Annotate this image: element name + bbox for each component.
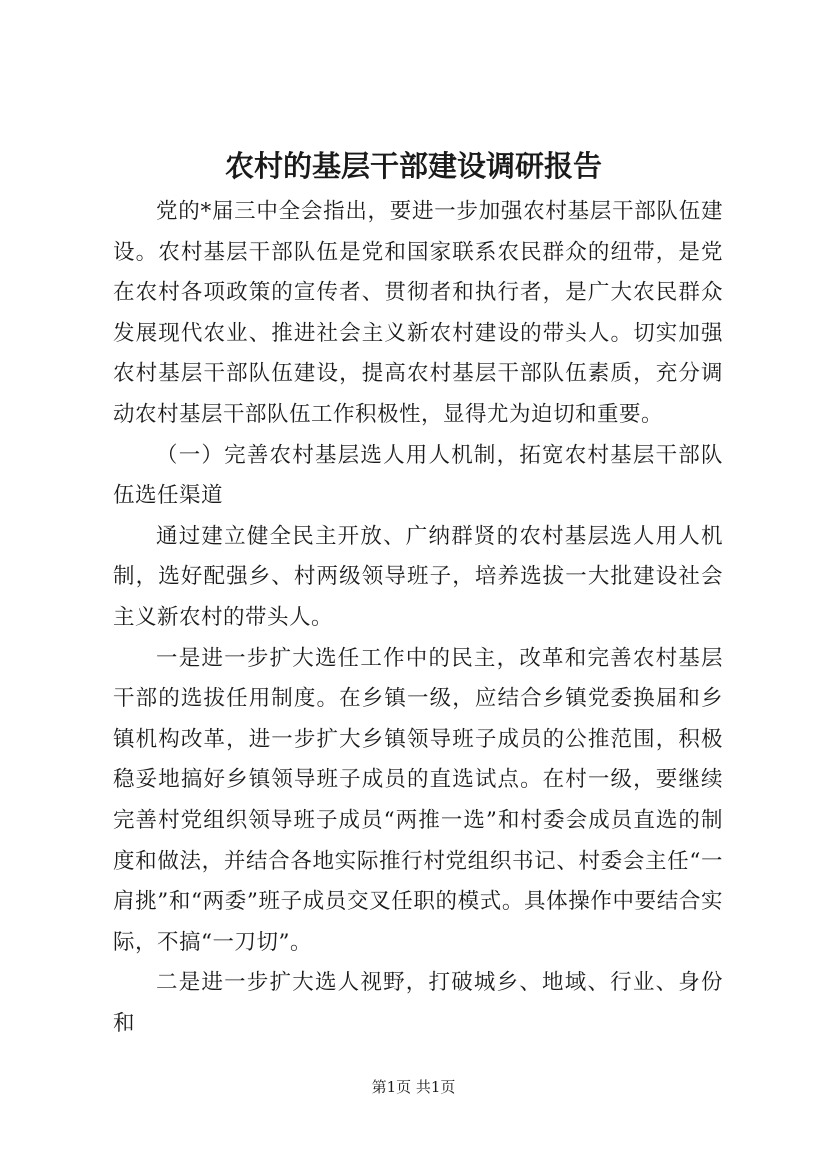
paragraph-point-1: 一是进一步扩大选任工作中的民主，改革和完善农村基层干部的选拔任用制度。在乡镇一级，应结合乡镇党委换届和乡镇机构改革，进一步扩大乡镇领导班子成员的公推范围，积极稳妥地搞好乡镇领导班子成员的直选试点。在村一级，要继续完善村党组织领导班子成员“两推一选”和村委会成员直选的制度和做法，并结合各地实际推行村党组织书记、村委会主任“一肩挑”和“两委”班子成员交叉任职的模式。具体操作中要结合实际，不搞“一刀切”。 <box>113 645 723 955</box>
paragraph-point-2: 二是进一步扩大选人视野，打破城乡、地域、行业、身份和 <box>113 970 723 1036</box>
document-title: 农村的基层干部建设调研报告 <box>224 149 602 183</box>
paragraph-section-1: 通过建立健全民主开放、广纳群贤的农村基层选人用人机制，选好配强乡、村两级领导班子，培养选拔一大批建设社会主义新农村的带头人。 <box>113 523 723 630</box>
section-heading-1: （一）完善农村基层选人用人机制，拓宽农村基层干部队伍选任渠道 <box>113 442 723 509</box>
paragraph-intro: 党的*届三中全会指出，要进一步加强农村基层干部队伍建设。农村基层干部队伍是党和国家联系农民群众的纽带，是党在农村各项政策的宣传者、贯彻者和执行者，是广大农民群众发展现代农业、推进社会主义新农村建设的带头人。切实加强农村基层干部队伍建设，提高农村基层干部队伍素质，充分调动农村基层干部队伍工作积极性，显得尤为迫切和重要。 <box>113 199 723 427</box>
page-number-footer: 第1页 共1页 <box>371 1078 456 1096</box>
document-body <box>113 192 723 1044</box>
